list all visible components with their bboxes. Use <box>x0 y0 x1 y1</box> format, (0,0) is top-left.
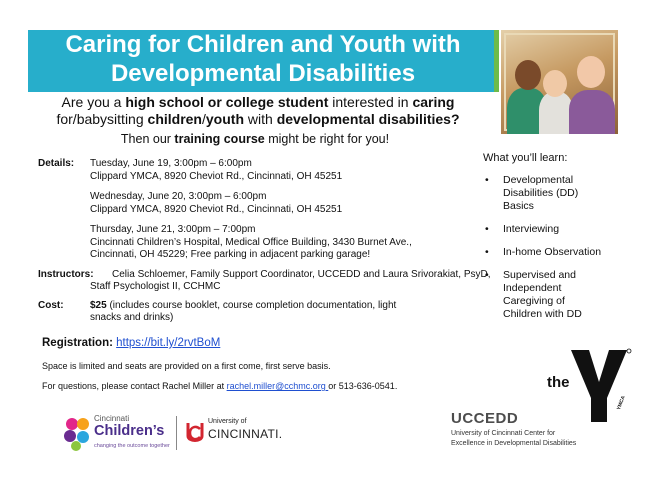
childrens-logo-tagline: changing the outcome together <box>94 443 170 449</box>
contact-suffix: or 513-636-0541. <box>328 381 398 391</box>
intro-question <box>38 94 478 128</box>
subline-text: Then our <box>120 132 175 146</box>
subline-emphasis: training course <box>174 132 265 146</box>
childrens-swirl-icon <box>62 416 94 452</box>
uccedd-logo-line-2: Excellence in Developmental Disabilities <box>451 440 577 447</box>
details-label: Details: <box>38 158 75 169</box>
contact-email-link[interactable]: rachel.miller@cchmc.org <box>226 381 329 391</box>
ymca-logo-the: the <box>547 374 570 391</box>
intro-subline <box>60 132 450 146</box>
cost-amount: $25 <box>90 300 107 311</box>
session-location: Cincinnati Children’s Hospital, Medical Office Building, 3430 Burnet Ave., <box>90 236 412 248</box>
cost-label: Cost: <box>38 300 64 311</box>
title-line-2: Developmental Disabilities <box>110 60 416 87</box>
contact-line <box>42 381 397 391</box>
registration-label: Registration: <box>42 337 113 349</box>
learn-item-line: Children with DD <box>503 308 582 320</box>
learn-item-line: Basics <box>503 200 534 212</box>
childrens-logo-wordmark: Children’s <box>94 423 165 439</box>
intro-text: with <box>244 111 277 127</box>
photo-face <box>543 70 567 97</box>
uc-monogram-icon <box>184 420 206 446</box>
contact-prefix: For questions, please contact Rachel Miller at <box>42 381 227 391</box>
learn-item <box>485 174 635 213</box>
intro-emphasis: high school or college student <box>125 94 329 110</box>
uccedd-logo-name: UCCEDD <box>451 410 519 427</box>
intro-emphasis: caring <box>412 94 455 110</box>
session-location: Clippard YMCA, 8920 Cheviot Rd., Cincinnati, OH 45251 <box>90 203 343 215</box>
registration <box>42 337 220 349</box>
session-1 <box>90 158 342 183</box>
family-photo <box>501 30 618 134</box>
learn-item-line: • Supervised and <box>503 269 576 281</box>
cincinnati-childrens-logo <box>62 414 180 454</box>
learn-item <box>485 246 635 259</box>
intro-text: for/babysitting <box>56 111 148 127</box>
session-location: Clippard YMCA, 8920 Cheviot Rd., Cincinnati, OH 45251 <box>90 170 343 182</box>
intro-text: Are you a <box>61 94 126 110</box>
intro-text: / <box>202 111 206 127</box>
ymca-logo <box>543 344 633 424</box>
subline-text: might be right for you! <box>264 132 390 146</box>
learn-item-line: • Interviewing <box>503 223 560 235</box>
learn-list <box>485 174 635 331</box>
page-title <box>28 30 498 88</box>
logo-divider <box>176 416 177 450</box>
learn-item-line: Caregiving of <box>503 295 565 307</box>
uc-logo-prefix: University of <box>208 418 247 425</box>
learn-item-line: Independent <box>503 282 562 294</box>
cost-description: (includes course booklet, course completion documentation, light <box>106 300 397 311</box>
uccedd-logo-line-1: University of Cincinnati Center for <box>451 430 556 437</box>
ymca-logo-word: YMCA <box>616 395 627 411</box>
photo-face <box>515 60 541 90</box>
intro-emphasis: developmental disabilities? <box>276 111 460 127</box>
session-date: Wednesday, June 20, 3:00pm – 6:00pm <box>90 191 267 202</box>
photo-face <box>577 56 605 88</box>
intro-emphasis: children <box>147 111 202 127</box>
registration-link[interactable]: https://bit.ly/2rvtBoM <box>116 337 221 349</box>
learn-item <box>485 269 635 321</box>
instructors-label: Instructors: <box>38 269 94 280</box>
uc-logo-wordmark: CINCINNATI. <box>208 427 283 441</box>
learn-item-line: Disabilities (DD) <box>503 187 579 199</box>
childrens-logo-name: Cincinnati <box>94 414 130 423</box>
session-3 <box>90 224 412 262</box>
learn-item-line: • In-home Observation <box>503 246 602 258</box>
availability-note: Space is limited and seats are provided on a first come, first serve basis. <box>42 361 331 371</box>
learn-item <box>485 223 635 236</box>
university-of-cincinnati-logo <box>184 418 294 448</box>
photo-person <box>569 90 615 134</box>
title-line-1: Caring for Children and Youth with <box>65 31 461 58</box>
session-extra: Cincinnati, OH 45229; Free parking in adjacent parking garage! <box>90 249 371 260</box>
learn-item-line: • Developmental <box>503 174 574 186</box>
cost-line-1 <box>90 300 396 313</box>
intro-text: interested in <box>328 94 413 110</box>
learn-title: What you’ll learn: <box>483 152 568 164</box>
intro-emphasis: youth <box>205 111 244 127</box>
session-date: Tuesday, June 19, 3:00pm – 6:00pm <box>90 158 252 169</box>
instructors-line-2: Staff Psychologist II, CCHMC <box>90 281 221 292</box>
session-2 <box>90 191 342 216</box>
photo-person <box>539 92 573 134</box>
session-date: Thursday, June 21, 3:00pm – 7:00pm <box>90 224 256 235</box>
cost-line-2: snacks and drinks) <box>90 312 174 323</box>
instructors-line-1: Celia Schloemer, Family Support Coordinator, UCCEDD and Laura Srivorakiat, PsyD, <box>112 269 491 280</box>
